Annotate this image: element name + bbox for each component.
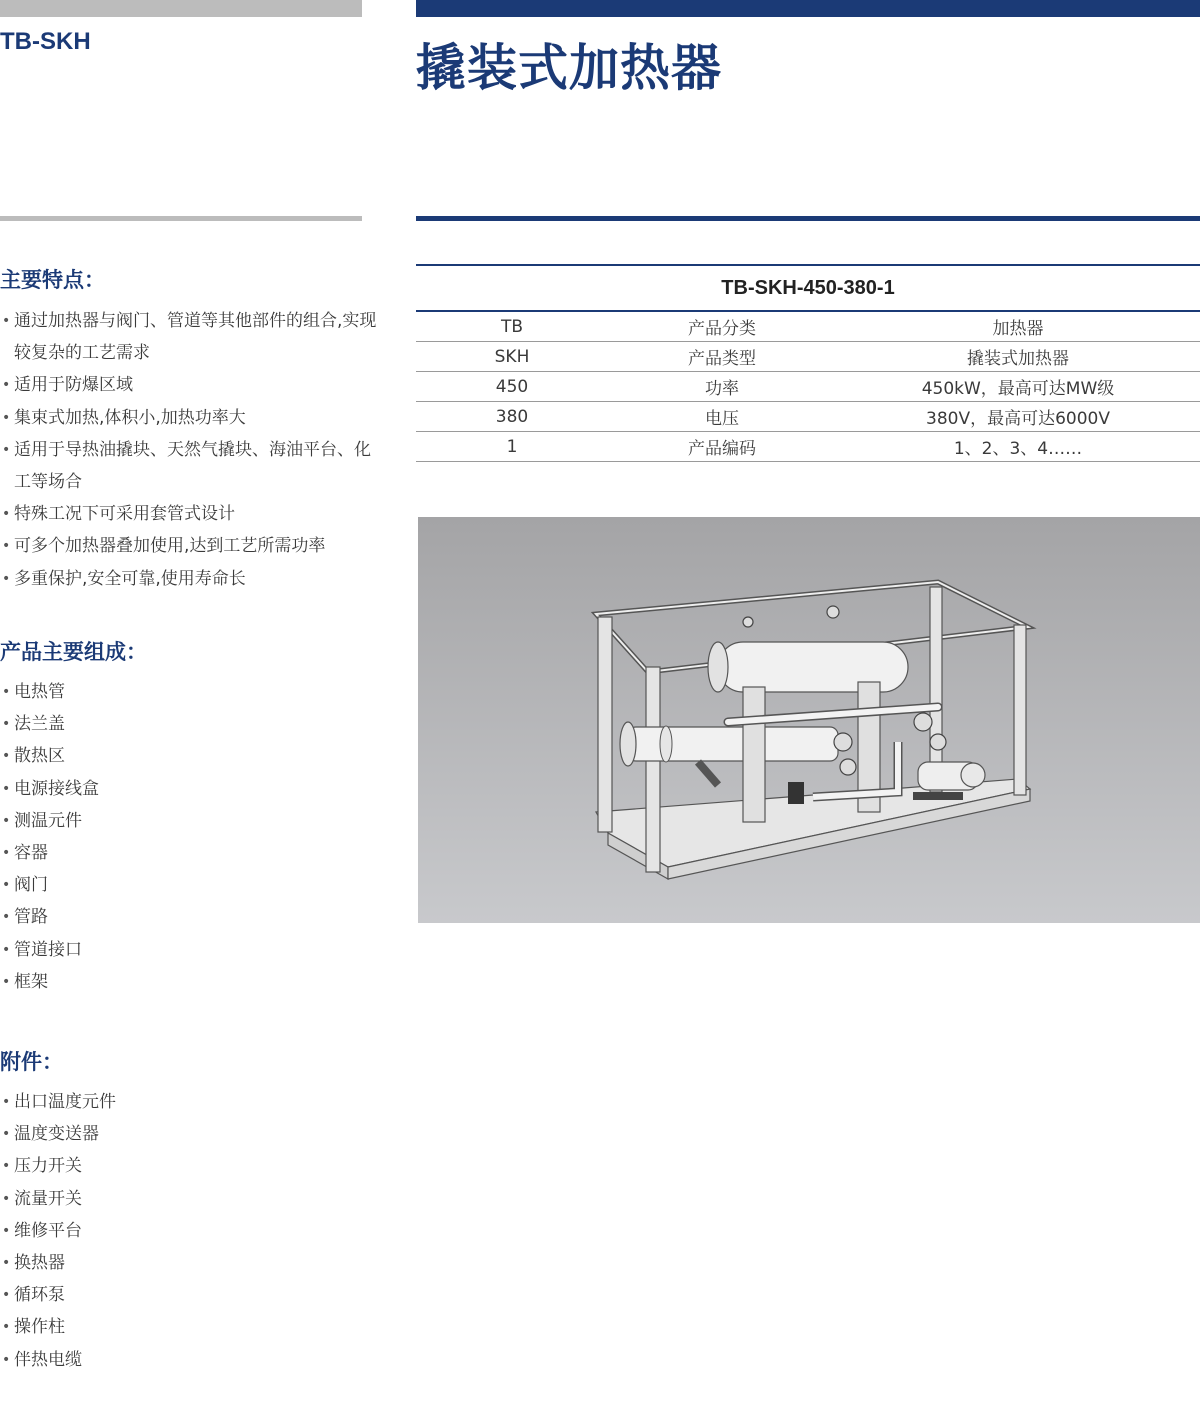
- bullet-icon: •: [2, 313, 11, 329]
- bullet-icon: •: [2, 812, 11, 829]
- bullet-icon: •: [2, 780, 11, 797]
- top-right-blue-bar: [416, 0, 1200, 17]
- bullet-icon: •: [2, 684, 11, 700]
- list-item: • 温度变送器: [0, 1118, 380, 1150]
- spec-code: 450: [416, 372, 608, 402]
- list-item: • 集束式加热,体积小,加热功率大: [0, 402, 380, 434]
- list-item: • 伴热电缆: [0, 1344, 380, 1376]
- spec-item: 电压: [608, 402, 836, 432]
- spec-table: [416, 264, 1200, 462]
- features-list: [0, 305, 380, 595]
- bullet-icon: •: [2, 506, 11, 523]
- top-left-gray-bar: [0, 0, 362, 17]
- list-item: • 多重保护,安全可靠,使用寿命长: [0, 563, 380, 595]
- bullet-icon: •: [2, 909, 11, 926]
- spec-code: SKH: [416, 342, 608, 372]
- table-row: [416, 342, 1200, 372]
- list-item: • 散热区: [0, 740, 380, 772]
- bullet-icon: •: [2, 877, 11, 894]
- table-row: [416, 372, 1200, 402]
- bullet-icon: •: [2, 538, 11, 555]
- list-item: • 容器: [0, 837, 380, 869]
- spec-value: 1、2、3、4……: [836, 432, 1200, 462]
- spec-table-header: [416, 265, 1200, 311]
- bullet-icon: •: [2, 570, 11, 587]
- bullet-icon: •: [2, 1158, 11, 1175]
- bullet-icon: •: [2, 1255, 11, 1272]
- list-item: • 框架: [0, 966, 380, 998]
- list-item: • 测温元件: [0, 805, 380, 837]
- page-title: 撬装式加热器: [416, 39, 722, 97]
- bullet-icon: •: [2, 1126, 11, 1143]
- spec-code: 1: [416, 432, 608, 462]
- table-row: [416, 311, 1200, 342]
- bullet-icon: •: [2, 973, 11, 990]
- skid-heater-icon: [418, 517, 1200, 923]
- spec-item: 功率: [608, 372, 836, 402]
- bullet-icon: •: [2, 1319, 11, 1336]
- product-image: [418, 517, 1200, 923]
- mid-left-gray-rule: [0, 216, 362, 221]
- bullet-icon: •: [2, 1190, 11, 1207]
- bullet-icon: •: [2, 1222, 11, 1239]
- spec-value: 380V，最高可达6000V: [836, 402, 1200, 432]
- list-item: • 换热器: [0, 1247, 380, 1279]
- components-list: [0, 676, 380, 998]
- list-item: • 管路: [0, 901, 380, 933]
- spec-item: 产品类型: [608, 342, 836, 372]
- list-item: • 管道接口: [0, 934, 380, 966]
- accessories-list: [0, 1086, 380, 1376]
- list-item: • 电热管: [0, 676, 380, 708]
- list-item: • 特殊工况下可采用套管式设计: [0, 498, 380, 530]
- bullet-icon: •: [2, 377, 11, 394]
- list-item: • 操作柱: [0, 1311, 380, 1343]
- spec-code: TB: [416, 311, 608, 342]
- spec-code: 380: [416, 402, 608, 432]
- list-item: • 出口温度元件: [0, 1086, 380, 1118]
- list-item: • 循环泵: [0, 1279, 380, 1311]
- list-item: • 压力开关: [0, 1150, 380, 1182]
- bullet-icon: •: [2, 716, 11, 733]
- bullet-icon: •: [2, 1287, 11, 1304]
- list-item: • 适用于防爆区域: [0, 369, 380, 401]
- spec-item: 产品分类: [608, 311, 836, 342]
- list-item: • 维修平台: [0, 1215, 380, 1247]
- list-item: • 阀门: [0, 869, 380, 901]
- list-item: • 法兰盖: [0, 708, 380, 740]
- list-item: • 电源接线盒: [0, 773, 380, 805]
- features-heading: 主要特点：: [0, 268, 105, 292]
- bullet-icon: •: [2, 941, 11, 958]
- list-item: • 适用于导热油撬块、天然气撬块、海油平台、化工等场合: [0, 434, 380, 498]
- bullet-icon: •: [2, 845, 11, 862]
- spec-value: 撬装式加热器: [836, 342, 1200, 372]
- list-item: • 可多个加热器叠加使用,达到工艺所需功率: [0, 530, 380, 562]
- spec-value: 加热器: [836, 311, 1200, 342]
- spec-value: 450kW，最高可达MW级: [836, 372, 1200, 402]
- list-item: • 通过加热器与阀门、管道等其他部件的组合,实现较复杂的工艺需求: [0, 305, 380, 369]
- table-row: [416, 402, 1200, 432]
- bullet-icon: •: [2, 748, 11, 765]
- table-row: [416, 432, 1200, 462]
- bullet-icon: •: [2, 1094, 11, 1110]
- mid-right-blue-rule: [416, 216, 1200, 221]
- components-heading: 产品主要组成：: [0, 640, 147, 664]
- bullet-icon: •: [2, 441, 11, 458]
- model-number: TB-SKH-450-380-1: [416, 265, 1200, 311]
- accessories-heading: 附件：: [0, 1050, 63, 1074]
- bullet-icon: •: [2, 1351, 11, 1368]
- list-item: • 流量开关: [0, 1183, 380, 1215]
- bullet-icon: •: [2, 409, 11, 426]
- spec-item: 产品编码: [608, 432, 836, 462]
- product-code: TB-SKH: [0, 28, 91, 55]
